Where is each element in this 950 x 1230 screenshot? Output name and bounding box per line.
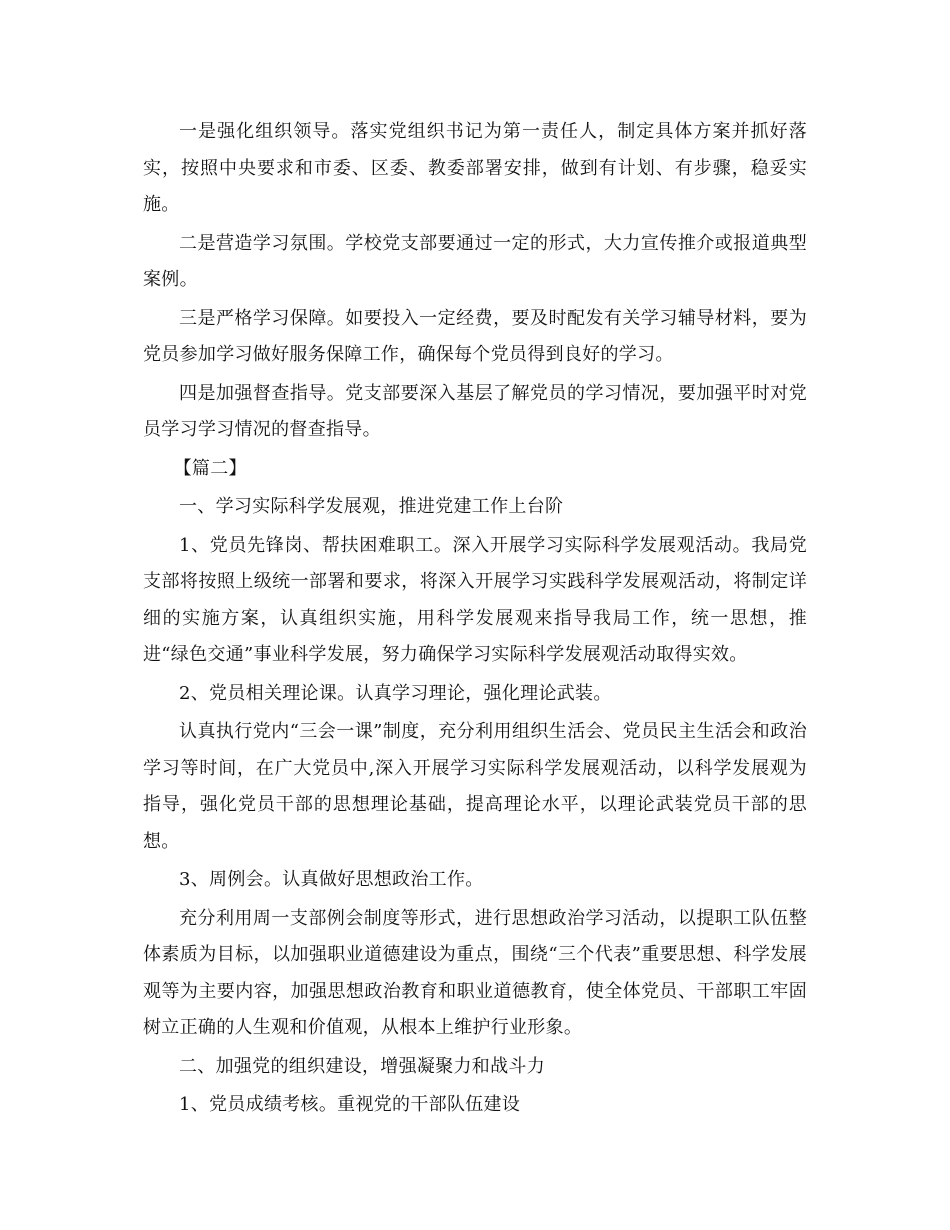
document-body <box>143 114 807 1126</box>
paragraph-learning-atmosphere: 二是营造学习氛围。学校党支部要通过一定的形式，大力宣传推介或报道典型案例。 <box>143 232 807 290</box>
section-heading-two: 二、加强党的组织建设，增强凝聚力和战斗力 <box>179 1055 545 1077</box>
paragraph-organization-leadership: 一是强化组织领导。落实党组织书记为第一责任人，制定具体方案并抓好落实，按照中央要求和市委、区委、教委部署安排，做到有计划、有步骤，稳妥实施。 <box>143 121 807 215</box>
paragraph-item-1-vanguard: 1、党员先锋岗、帮扶困难职工。深入开展学习实际科学发展观活动。我局党支部将按照上级统一部署和要求，将深入开展学习实践科学发展观活动，将制定详细的实施方案，认真组织实施，用科学发展观来指导我局工作，统一思想，推进“绿色交通”事业科学发展，努力确保学习实际科学发展观活动取得实效。 <box>143 534 807 665</box>
paragraph-supervision-guidance: 四是加强督查指导。党支部要深入基层了解党员的学习情况，要加强平时对党员学习学习情况的督查指导。 <box>143 382 807 440</box>
section-heading-part-two: 【篇二】 <box>173 457 247 479</box>
paragraph-item-1-assessment: 1、党员成绩考核。重视党的干部队伍建设 <box>179 1094 521 1115</box>
paragraph-three-meetings: 认真执行党内“三会一课”制度，充分利用组织生活会、党员民主生活会和政治学习等时间，在广大党员中,深入开展学习实际科学发展观活动，以科学发展观为指导，强化党员干部的思想理论基础，提高理论水平，以理论武装党员干部的思想。 <box>143 721 807 852</box>
paragraph-item-3-weekly-meeting: 3、周例会。认真做好思想政治工作。 <box>179 869 484 890</box>
paragraph-item-2-theory-class: 2、党员相关理论课。认真学习理论，强化理论武装。 <box>179 682 612 704</box>
section-heading-one: 一、学习实际科学发展观，推进党建工作上台阶 <box>179 496 564 517</box>
paragraph-learning-guarantee: 三是严格学习保障。如要投入一定经费，要及时配发有关学习辅导材料，要为党员参加学习做好服务保障工作，确保每个党员得到良好的学习。 <box>143 307 807 365</box>
paragraph-weekly-study: 充分利用周一支部例会制度等形式，进行思想政治学习活动，以提职工队伍整体素质为目标，以加强职业道德建设为重点，围绕“三个代表”重要思想、科学发展观等为主要内容，加强思想政治教育和职业道德教育，使全体党员、干部职工牢固树立正确的人生观和价值观，从根本上维护行业形象。 <box>143 907 807 1038</box>
